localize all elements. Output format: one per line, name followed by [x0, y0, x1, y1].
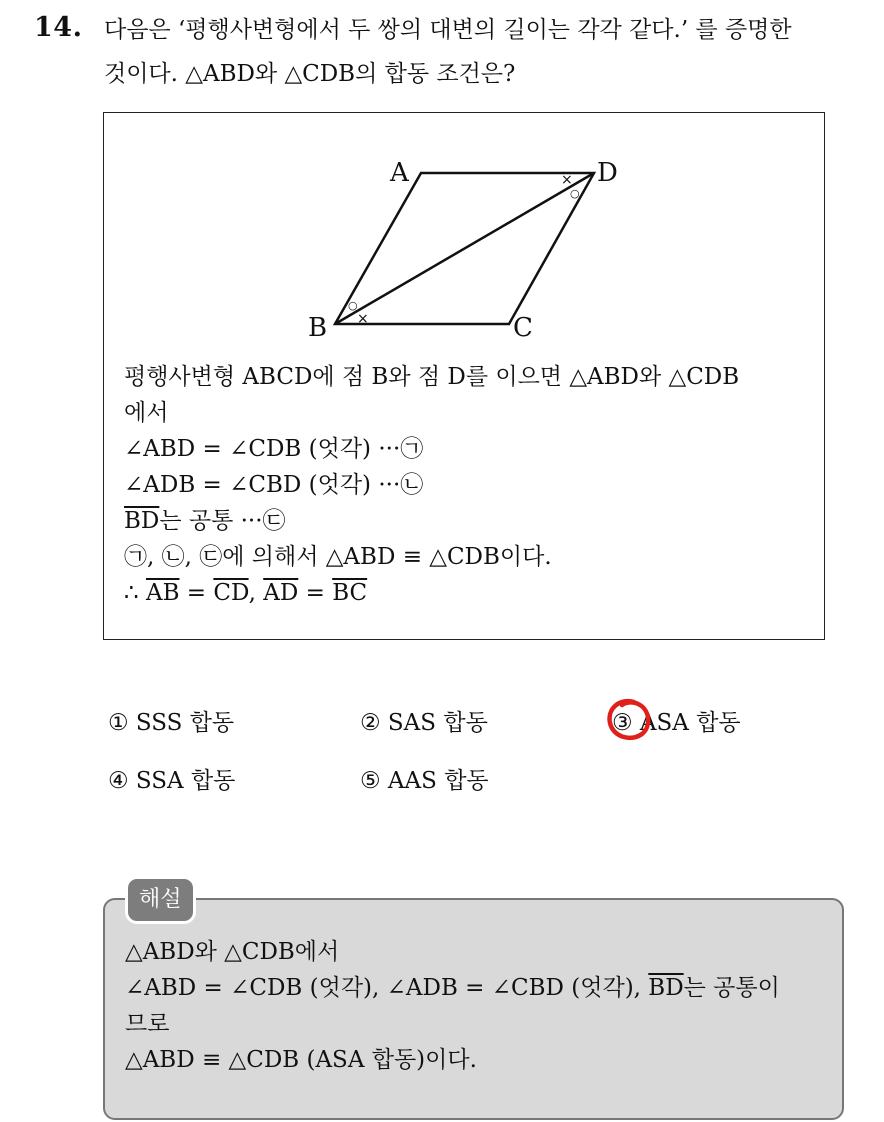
question-text-line-1: 다음은 ‘평행사변형에서 두 쌍의 대변의 길이는 각각 같다.’ 를 증명한: [104, 17, 792, 43]
comma: ,: [248, 580, 264, 606]
choice-1[interactable]: ① SSS 합동: [108, 710, 235, 736]
angle-mark-circle-b: ○: [348, 299, 358, 312]
vertex-label-c: C: [513, 313, 533, 343]
diagonal-bd: [335, 173, 594, 324]
choice-4[interactable]: ④ SSA 합동: [108, 768, 236, 794]
proof-line-4: ∠ADB = ∠CBD (엇각) ···㉡: [124, 472, 424, 498]
proof-line-7: [124, 575, 814, 611]
therefore-symbol: ∴: [124, 580, 146, 606]
proof-line-3: ∠ABD = ∠CDB (엇각) ···㉠: [124, 436, 424, 462]
proof-line-5-text: 는 공통 ···㉢: [159, 508, 286, 534]
equals-1: =: [179, 580, 214, 606]
angle-mark-cross-d: ×: [561, 172, 573, 188]
vertex-label-b: B: [308, 313, 328, 343]
angle-mark-cross-b: ×: [357, 311, 369, 327]
choice-2[interactable]: ② SAS 합동: [360, 710, 488, 736]
proof-line-1: 평행사변형 ABCD에 점 B와 점 D를 이으면 △ABD와 △CDB: [124, 364, 740, 390]
vertex-label-d: D: [597, 158, 618, 188]
proof-line-2: 에서: [124, 400, 169, 426]
choice-5[interactable]: ⑤ AAS 합동: [360, 768, 489, 794]
solution-box: [103, 898, 844, 1120]
solution-line-2-end: 는 공통이: [683, 975, 780, 1001]
proof-box: [103, 112, 825, 640]
parallelogram-figure: [304, 133, 624, 353]
answer-circle-mark-icon: [604, 696, 654, 744]
solution-line-2-text: ∠ABD = ∠CDB (엇각), ∠ADB = ∠CBD (엇각),: [125, 975, 649, 1001]
segment-ad: $\overline{AD}$: [263, 580, 299, 606]
segment-ab: $\overline{AB}$: [145, 580, 180, 606]
solution-tab-label: 해설: [125, 876, 196, 924]
solution-segment-bd: $\overline{BD}$: [648, 975, 684, 1001]
solution-line-1: △ABD와 △CDB에서: [125, 939, 340, 965]
solution-line-4: △ABD ≡ △CDB (ASA 합동)이다.: [125, 1047, 477, 1073]
question-number: 14.: [34, 12, 83, 43]
vertex-label-a: A: [390, 158, 409, 188]
angle-mark-circle-d: ○: [570, 187, 580, 200]
solution-line-3: 므로: [125, 1011, 170, 1037]
segment-bc: $\overline{BC}$: [332, 580, 368, 606]
segment-cd: $\overline{CD}$: [213, 580, 249, 606]
answer-choices: [108, 700, 808, 810]
equals-2: =: [298, 580, 333, 606]
solution-text: [125, 934, 835, 1078]
choice-3[interactable]: ③ ASA 합동: [612, 710, 741, 736]
solution-line-2: [125, 970, 835, 1006]
proof-line-5: [124, 503, 814, 539]
proof-line-6: ㉠, ㉡, ㉢에 의해서 △ABD ≡ △CDB이다.: [124, 544, 552, 570]
proof-text: [124, 359, 814, 611]
question-text-line-2: 것이다. △ABD와 △CDB의 합동 조건은?: [104, 61, 516, 87]
segment-bd: $\overline{BD}$: [124, 508, 160, 534]
